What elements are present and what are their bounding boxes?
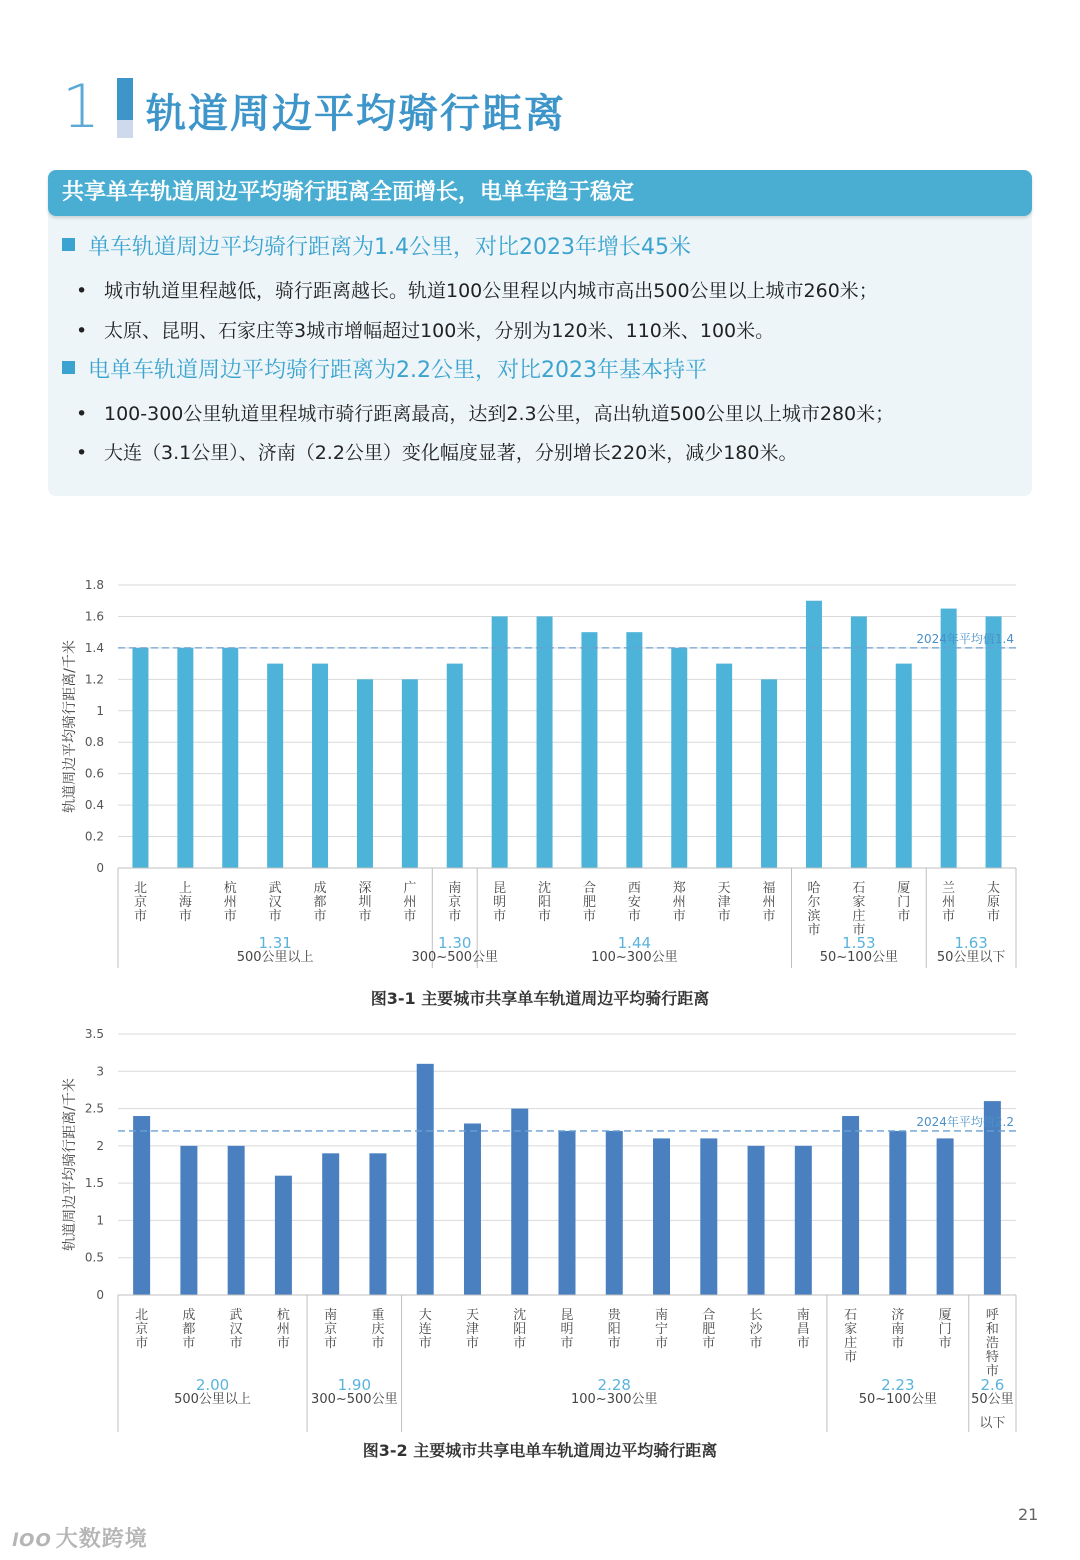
category-label <box>718 881 731 924</box>
category-label <box>135 1308 148 1351</box>
category-label <box>277 1307 290 1351</box>
bar <box>537 616 553 868</box>
section-number: 1 <box>62 72 101 142</box>
category-label-char: 市 <box>942 909 956 924</box>
group-average-value: 1.53 <box>842 934 876 952</box>
category-label-char: 市 <box>276 1336 290 1351</box>
category-label-char: 州 <box>762 895 776 910</box>
category-label-char: 杭 <box>223 881 237 896</box>
average-reference-label: 2024年平均值2.2 <box>916 1114 1014 1129</box>
chart1-caption: 图3-1 主要城市共享单车轨道周边平均骑行距离 <box>370 989 710 1008</box>
category-label-char: 重 <box>371 1308 385 1323</box>
bar <box>492 616 508 868</box>
category-label-char: 京 <box>448 895 462 910</box>
category-label-char: 阳 <box>538 895 552 910</box>
watermark <box>12 1522 148 1553</box>
category-label <box>560 1308 573 1351</box>
bike-point-1-text: 城市轨道里程越低，骑行距离越长。轨道100公里程以内城市高出500公里以上城市260米； <box>104 280 878 302</box>
category-label <box>230 1307 243 1351</box>
y-tick-label: 1.5 <box>84 1176 104 1191</box>
y-tick-label: 1.8 <box>84 578 104 592</box>
category-label-char: 市 <box>371 1336 385 1351</box>
category-label-char: 市 <box>178 909 192 924</box>
category-label-char: 庄 <box>852 909 866 924</box>
y-axis-label: 轨道周边平均骑行距离/千米 <box>62 640 78 813</box>
category-label-char: 市 <box>891 1336 905 1351</box>
category-label-char: 太 <box>987 881 1001 896</box>
category-label <box>583 881 596 924</box>
category-label-char: 州 <box>223 895 237 910</box>
category-label <box>852 881 865 938</box>
category-label-char: 州 <box>672 895 686 910</box>
category-label-char: 市 <box>702 1336 716 1351</box>
category-label-char: 成 <box>182 1308 196 1323</box>
bullet-dot-icon: • <box>76 442 88 464</box>
bar <box>275 1176 292 1295</box>
bar <box>806 601 822 868</box>
category-label-char: 长 <box>749 1308 763 1323</box>
category-label <box>314 880 327 924</box>
category-label-char: 兰 <box>942 881 956 896</box>
bar <box>653 1138 670 1295</box>
category-label-char: 市 <box>538 909 552 924</box>
category-label-char: 市 <box>807 923 821 938</box>
category-label-char: 沈 <box>513 1308 527 1323</box>
category-label-char: 市 <box>313 909 327 924</box>
bar <box>795 1146 812 1295</box>
category-label-char: 郑 <box>672 881 686 896</box>
category-label-char: 西 <box>627 881 641 896</box>
category-label-char: 南 <box>448 881 462 896</box>
category-label-char: 市 <box>465 1336 479 1351</box>
category-label-char: 市 <box>448 909 462 924</box>
category-label-char: 庆 <box>371 1322 385 1337</box>
category-label-char: 天 <box>465 1308 479 1323</box>
bar <box>402 679 418 868</box>
category-label-char: 市 <box>627 909 641 924</box>
category-label <box>358 881 371 924</box>
ebike-point-2 <box>76 438 797 465</box>
bike-summary-heading-text: 单车轨道周边平均骑行距离为1.4公里，对比2023年增长45米 <box>88 235 691 260</box>
category-label-char: 尔 <box>807 895 821 910</box>
category-label-char: 肥 <box>702 1322 716 1337</box>
category-label-char: 门 <box>938 1322 952 1337</box>
category-label-char: 州 <box>942 895 956 910</box>
y-tick-label: 3.5 <box>84 1027 104 1041</box>
category-label-char: 武 <box>268 881 282 896</box>
bar <box>581 632 597 868</box>
category-label-char: 市 <box>844 1350 858 1365</box>
bike-distance-chart <box>0 560 1080 980</box>
bullet-dot-icon: • <box>76 280 88 302</box>
y-tick-label: 3 <box>96 1064 104 1079</box>
group-label-continued: 以下 <box>979 1416 1006 1431</box>
y-tick-label: 0.5 <box>84 1250 104 1265</box>
category-label-char: 上 <box>178 881 192 896</box>
y-tick-label: 2 <box>96 1138 104 1153</box>
bar <box>851 616 867 868</box>
bar <box>842 1116 859 1295</box>
category-label-char: 南 <box>796 1308 810 1323</box>
category-label <box>608 1307 622 1351</box>
category-label-char: 津 <box>465 1322 479 1337</box>
category-label-char: 门 <box>897 895 911 910</box>
bar <box>986 616 1002 868</box>
summary-box <box>48 170 1032 496</box>
category-label-char: 石 <box>852 881 866 896</box>
category-label-char: 圳 <box>358 895 372 910</box>
category-label-char: 市 <box>513 1336 527 1351</box>
y-tick-label: 1.6 <box>84 609 104 624</box>
bar <box>133 1116 150 1295</box>
category-label-char: 呼 <box>985 1308 999 1323</box>
y-tick-label: 1.2 <box>84 672 104 687</box>
bar <box>671 648 687 868</box>
category-label-char: 州 <box>276 1322 290 1337</box>
category-label-char: 杭 <box>276 1308 290 1323</box>
bar <box>937 1138 954 1295</box>
bike-point-1 <box>76 276 878 303</box>
ebike-point-1 <box>76 399 894 426</box>
category-label-char: 大 <box>418 1308 432 1323</box>
category-label-char: 市 <box>796 1336 810 1351</box>
category-label-char: 北 <box>133 881 147 896</box>
bike-summary-heading <box>62 230 691 261</box>
category-label-char: 安 <box>627 895 641 910</box>
group-average-value: 2.00 <box>195 1376 230 1394</box>
category-label-char: 沈 <box>538 881 552 896</box>
category-label-char: 阳 <box>513 1322 527 1337</box>
chart2-caption: 图3-2 主要城市共享电单车轨道周边平均骑行距离 <box>362 1441 718 1460</box>
bar <box>700 1138 717 1295</box>
category-label-char: 市 <box>182 1336 196 1351</box>
bar <box>626 632 642 868</box>
category-label-char: 市 <box>987 909 1001 924</box>
category-label-char: 市 <box>672 909 686 924</box>
group-label: 100~300公里 <box>570 1392 658 1407</box>
y-tick-label: 0.4 <box>84 798 104 813</box>
category-label-char: 市 <box>418 1336 432 1351</box>
bar <box>267 664 283 868</box>
category-label-char: 汉 <box>268 895 282 910</box>
category-label-char: 福 <box>762 881 776 896</box>
category-label-char: 市 <box>938 1336 952 1351</box>
y-tick-label: 1 <box>96 1213 104 1228</box>
category-label-char: 家 <box>844 1322 858 1337</box>
category-label-char: 市 <box>607 1336 621 1351</box>
bar <box>369 1153 386 1295</box>
category-label-char: 天 <box>717 881 731 896</box>
category-label <box>939 1308 952 1351</box>
category-label <box>987 880 1000 924</box>
category-label <box>807 881 820 938</box>
category-label-char: 厦 <box>938 1308 952 1323</box>
category-label-char: 合 <box>702 1308 716 1323</box>
square-bullet-icon <box>62 361 75 374</box>
category-label-char: 市 <box>223 909 237 924</box>
bar <box>312 664 328 868</box>
category-label-char: 贵 <box>607 1308 621 1323</box>
category-label <box>134 881 147 924</box>
bar <box>716 664 732 868</box>
category-label-char: 市 <box>229 1336 243 1351</box>
category-label-char: 市 <box>897 909 911 924</box>
category-label-char: 市 <box>717 909 731 924</box>
category-label-char: 南 <box>655 1308 669 1323</box>
category-label-char: 州 <box>403 895 417 910</box>
category-label-char: 连 <box>418 1322 432 1337</box>
square-bullet-icon <box>62 238 75 251</box>
bar <box>357 679 373 868</box>
ebike-distance-chart <box>0 1018 1080 1438</box>
category-label-char: 市 <box>852 923 866 938</box>
category-label <box>750 1308 764 1351</box>
category-label <box>324 1307 337 1351</box>
category-label-char: 沙 <box>749 1322 763 1337</box>
category-label-char: 武 <box>229 1308 243 1323</box>
bar <box>606 1131 623 1295</box>
category-label <box>702 1308 715 1351</box>
category-label <box>655 1307 668 1351</box>
category-label-char: 哈 <box>807 881 821 896</box>
category-label-char: 原 <box>987 895 1001 910</box>
category-label <box>403 881 416 924</box>
category-label-char: 家 <box>852 895 866 910</box>
category-label-char: 成 <box>313 881 327 896</box>
category-label <box>673 880 686 924</box>
group-label: 50~100公里 <box>858 1392 937 1407</box>
bar <box>447 664 463 868</box>
bar <box>228 1146 245 1295</box>
category-label <box>419 1307 432 1351</box>
category-label <box>797 1307 810 1351</box>
group-average-value: 2.6 <box>980 1376 1005 1394</box>
category-label-char: 市 <box>560 1336 574 1351</box>
category-label-char: 合 <box>582 881 596 896</box>
y-axis-label: 轨道周边平均骑行距离/千米 <box>62 1078 78 1251</box>
category-label <box>493 881 506 924</box>
bar <box>222 648 238 868</box>
bar <box>748 1146 765 1295</box>
group-label: 50~100公里 <box>819 950 898 965</box>
bar <box>511 1109 528 1295</box>
category-label <box>513 1307 526 1351</box>
group-label: 500公里以上 <box>174 1392 251 1407</box>
bar <box>177 648 193 868</box>
group-average-value: 2.23 <box>881 1376 915 1394</box>
ebike-point-2-text: 大连（3.1公里）、济南（2.2公里）变化幅度显著，分别增长220米，减少180米。 <box>104 442 798 464</box>
category-label-char: 宁 <box>655 1322 669 1337</box>
category-label-char: 汉 <box>229 1322 243 1337</box>
category-label-char: 特 <box>985 1350 999 1365</box>
y-tick-label: 0.8 <box>84 735 104 750</box>
group-average-value: 1.90 <box>337 1376 372 1394</box>
group-label: 100~300公里 <box>591 950 678 965</box>
category-label <box>179 881 192 924</box>
y-tick-label: 0.6 <box>84 766 104 781</box>
category-label-char: 京 <box>133 895 147 910</box>
category-label-char: 肥 <box>582 895 596 910</box>
category-label-char: 济 <box>891 1308 905 1323</box>
y-tick-label: 0.2 <box>84 829 104 844</box>
bullet-dot-icon: • <box>76 403 88 425</box>
category-label-char: 广 <box>403 881 417 896</box>
group-average-value: 1.31 <box>258 934 292 952</box>
category-label-char: 京 <box>324 1322 338 1337</box>
category-label <box>538 880 551 924</box>
category-label-char: 市 <box>135 1336 149 1351</box>
watermark-text: 大数跨境 <box>55 1527 148 1552</box>
y-tick-label: 1 <box>96 703 104 718</box>
bar <box>322 1153 339 1295</box>
category-label <box>891 1307 904 1351</box>
title-accent-bar <box>117 78 133 138</box>
category-label <box>844 1308 857 1365</box>
category-label-char: 京 <box>135 1322 149 1337</box>
category-label-char: 市 <box>655 1336 669 1351</box>
y-tick-label: 0 <box>96 861 104 875</box>
category-label <box>763 881 776 924</box>
ebike-point-1-text: 100-300公里轨道里程城市骑行距离最高，达到2.3公里，高出轨道500公里以上城市280米； <box>104 403 895 425</box>
group-label: 50公里 <box>971 1392 1014 1407</box>
average-reference-label: 2024年平均值1.4 <box>916 631 1014 646</box>
category-label-char: 深 <box>358 881 372 896</box>
y-tick-label: 2.5 <box>84 1101 104 1116</box>
group-average-value: 1.44 <box>617 934 652 952</box>
group-label: 300~500公里 <box>411 950 499 965</box>
category-label-char: 明 <box>493 895 507 910</box>
category-label-char: 昌 <box>796 1322 810 1337</box>
group-average-value: 2.28 <box>597 1376 631 1394</box>
category-label-char: 南 <box>891 1322 905 1337</box>
category-label-char: 石 <box>844 1308 858 1323</box>
bar <box>180 1146 197 1295</box>
watermark-logo-icon: lOO <box>12 1530 52 1551</box>
group-average-value: 1.30 <box>438 934 472 952</box>
category-label-char: 滨 <box>807 909 821 924</box>
group-average-value: 1.63 <box>954 934 988 952</box>
category-label-char: 市 <box>749 1336 763 1351</box>
category-label-char: 和 <box>985 1322 999 1337</box>
ebike-summary-heading <box>62 353 707 384</box>
category-label-char: 都 <box>182 1322 196 1337</box>
bar <box>132 648 148 868</box>
bar <box>761 679 777 868</box>
category-label-char: 市 <box>985 1364 999 1379</box>
bar <box>889 1131 906 1295</box>
category-label-char: 北 <box>135 1308 149 1323</box>
category-label-char: 市 <box>324 1336 338 1351</box>
category-label-char: 庄 <box>844 1336 858 1351</box>
category-label-char: 都 <box>313 895 327 910</box>
category-label <box>371 1308 384 1351</box>
category-label-char: 津 <box>717 895 731 910</box>
category-label-char: 阳 <box>607 1322 621 1337</box>
category-label <box>269 880 282 924</box>
category-label <box>224 880 237 924</box>
y-tick-label: 1.4 <box>84 640 104 655</box>
category-label-char: 市 <box>403 909 417 924</box>
group-label: 300~500公里 <box>311 1392 398 1407</box>
category-label <box>897 881 910 924</box>
category-label-char: 市 <box>493 909 507 924</box>
bar <box>417 1064 434 1295</box>
category-label-char: 市 <box>762 909 776 924</box>
category-label-char: 南 <box>324 1308 338 1323</box>
category-label-char: 市 <box>268 909 282 924</box>
category-label <box>628 881 641 924</box>
category-label-char: 浩 <box>985 1336 999 1351</box>
bar <box>896 664 912 868</box>
bar <box>464 1123 481 1295</box>
category-label-char: 市 <box>133 909 147 924</box>
category-label-char: 海 <box>178 895 192 910</box>
y-tick-label: 0 <box>96 1288 104 1302</box>
page-number: 21 <box>1018 1505 1039 1524</box>
category-label-char: 昆 <box>560 1308 574 1323</box>
ebike-summary-heading-text: 电单车轨道周边平均骑行距离为2.2公里，对比2023年基本持平 <box>88 358 707 383</box>
category-label-char: 昆 <box>493 881 507 896</box>
category-label <box>986 1308 999 1379</box>
summary-header: 共享单车轨道周边平均骑行距离全面增长，电单车趋于稳定 <box>48 170 1032 216</box>
bike-point-2 <box>76 316 774 343</box>
bike-point-2-text: 太原、昆明、石家庄等3城市增幅超过100米，分别为120米、110米、100米。 <box>104 320 775 342</box>
bar <box>559 1131 576 1295</box>
group-label: 50公里以下 <box>936 950 1006 965</box>
group-label: 500公里以上 <box>236 950 314 965</box>
category-label <box>466 1308 479 1351</box>
category-label <box>448 880 461 924</box>
category-label-char: 厦 <box>897 881 911 896</box>
category-label <box>182 1307 195 1351</box>
category-label <box>942 881 955 924</box>
bar <box>984 1101 1001 1295</box>
category-label-char: 明 <box>560 1322 574 1337</box>
category-label-char: 市 <box>358 909 372 924</box>
bullet-dot-icon: • <box>76 320 88 342</box>
category-label-char: 市 <box>582 909 596 924</box>
page-title: 轨道周边平均骑行距离 <box>146 91 566 137</box>
